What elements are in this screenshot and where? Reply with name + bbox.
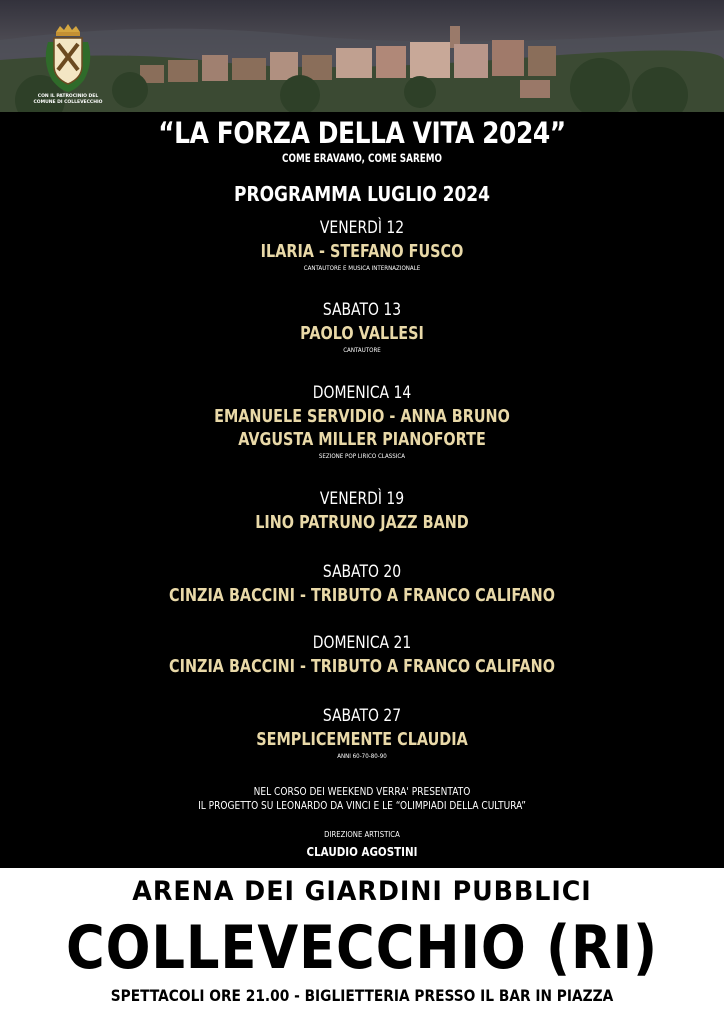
event-item [0, 705, 724, 761]
event-item [0, 561, 724, 607]
event-day: SABATO 20 [322, 562, 402, 582]
event-artist: CINZIA BACCINI - TRIBUTO A FRANCO CALIFANO [169, 656, 555, 677]
patronage-line-1: CON IL PATROCINIO DEL [37, 94, 99, 99]
event-day: VENERDÌ 12 [319, 218, 405, 238]
patronage-caption [18, 94, 118, 106]
event-note: SEZIONE POP LIRICO CLASSICA [318, 452, 406, 460]
venue-name: ARENA DEI GIARDINI PUBBLICI [132, 876, 592, 907]
village-photo-banner [0, 0, 724, 112]
show-info: SPETTACOLI ORE 21.00 - BIGLIETTERIA PRESSO IL BAR IN PIAZZA [110, 986, 614, 1005]
event-day: VENERDÌ 19 [319, 489, 405, 509]
artistic-direction-label: DIREZIONE ARTISTICA [324, 830, 400, 839]
town-name: COLLEVECCHIO (RI) [65, 913, 659, 983]
event-day: SABATO 13 [322, 300, 402, 320]
patronage-line-2: COMUNE DI COLLEVECCHIO [33, 100, 103, 105]
event-subtitle: COME ERAVAMO, COME SAREMO [282, 151, 442, 165]
event-note: CANTAUTORE [343, 346, 381, 354]
event-item [0, 299, 724, 355]
coat-of-arms-icon [38, 22, 98, 94]
artistic-director-name: CLAUDIO AGOSTINI [306, 845, 418, 859]
venue-footer [0, 868, 724, 1024]
event-item [0, 488, 724, 534]
event-note: CANTAUTORE E MUSICA INTERNAZIONALE [303, 264, 421, 272]
program-heading: PROGRAMMA LUGLIO 2024 [234, 182, 490, 206]
event-note: ANNI 60-70-80-90 [337, 752, 387, 760]
program-section [0, 112, 724, 868]
footnote-line-1: NEL CORSO DEI WEEKEND VERRA' PRESENTATO [253, 786, 471, 798]
event-artist: SEMPLICEMENTE CLAUDIA [256, 729, 468, 750]
event-artist: LINO PATRUNO JAZZ BAND [255, 512, 469, 533]
event-item [0, 217, 724, 273]
footnote-line-2: IL PROGETTO SU LEONARDO DA VINCI E LE “OLIMPIADI DELLA CULTURA” [198, 800, 526, 812]
event-artist: AVGUSTA MILLER PIANOFORTE [238, 429, 486, 450]
municipal-crest [18, 16, 118, 110]
event-day: DOMENICA 21 [312, 633, 412, 653]
event-title: “LA FORZA DELLA VITA 2024” [158, 116, 566, 150]
event-artist: ILARIA - STEFANO FUSCO [260, 241, 464, 262]
event-item [0, 382, 724, 461]
weekend-footnote [51, 785, 674, 813]
event-day: SABATO 27 [322, 706, 402, 726]
event-artist: CINZIA BACCINI - TRIBUTO A FRANCO CALIFANO [169, 585, 555, 606]
event-day: DOMENICA 14 [312, 383, 412, 403]
event-artist: PAOLO VALLESI [300, 323, 424, 344]
event-artist: EMANUELE SERVIDIO - ANNA BRUNO [214, 406, 510, 427]
event-item [0, 632, 724, 678]
